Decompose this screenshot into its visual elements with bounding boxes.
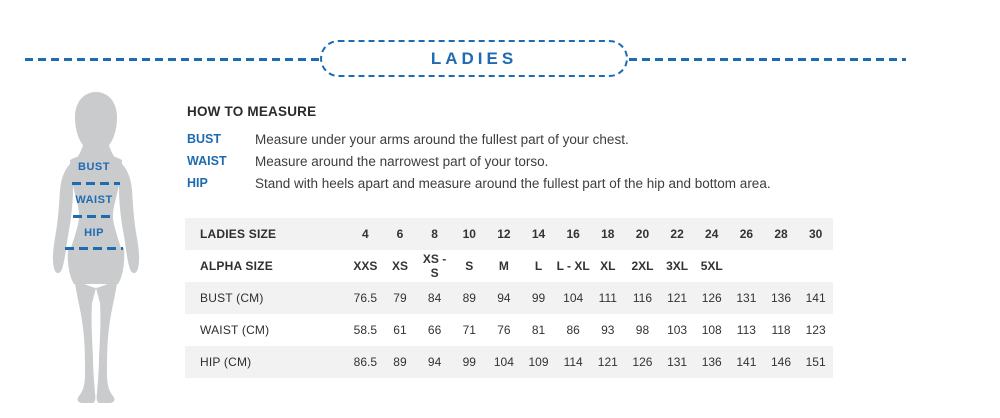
- measure-text-waist: Measure around the narrowest part of your torso.: [255, 153, 549, 169]
- table-row: [185, 346, 833, 378]
- table-cell: 22: [670, 227, 684, 241]
- table-cell: 89: [462, 291, 476, 305]
- table-cell: 104: [493, 355, 514, 369]
- figure-waist-line: [73, 215, 115, 218]
- table-row-label: LADIES SIZE: [200, 227, 277, 241]
- table-cell: 4: [361, 227, 369, 241]
- table-cell: XS: [391, 259, 408, 273]
- table-cell: 71: [462, 323, 476, 337]
- table-cell: 10: [462, 227, 476, 241]
- table-cell: 114: [563, 355, 583, 369]
- size-table: [185, 218, 833, 378]
- table-cell: XS - S: [422, 252, 447, 280]
- table-cell: 6: [396, 227, 404, 241]
- table-cell: 8: [431, 227, 438, 241]
- figure-bust-line: [72, 182, 120, 185]
- table-cell: 111: [598, 291, 617, 305]
- table-cell: 126: [701, 291, 722, 305]
- table-cell: 2XL: [631, 259, 654, 273]
- table-cell: 14: [531, 227, 546, 241]
- table-cell: 98: [635, 323, 650, 337]
- table-cell: 151: [805, 355, 826, 369]
- table-cell: 5XL: [700, 259, 723, 273]
- table-cell: 146: [770, 355, 792, 369]
- table-cell: 28: [774, 227, 788, 241]
- table-cell: 141: [805, 291, 826, 305]
- table-cell: 76: [497, 323, 511, 337]
- table-cell: 24: [705, 227, 719, 241]
- measure-text-bust: Measure under your arms around the fullest part of your chest.: [255, 131, 629, 147]
- table-cell: 61: [393, 323, 407, 337]
- section-title: LADIES: [430, 48, 518, 68]
- table-cell: 16: [566, 227, 580, 241]
- measure-instruction-row: [187, 150, 887, 172]
- table-cell: 30: [808, 227, 823, 241]
- figure-waist-label: WAIST: [75, 194, 113, 206]
- table-cell: 141: [736, 355, 757, 369]
- how-to-measure-title: HOW TO MEASURE: [187, 104, 317, 119]
- table-cell: 104: [563, 291, 584, 305]
- table-cell: 93: [601, 323, 615, 337]
- table-cell: 109: [528, 355, 549, 369]
- table-row-label: HIP (CM): [200, 355, 252, 369]
- table-row-label: ALPHA SIZE: [200, 259, 273, 273]
- table-cell: 26: [739, 227, 754, 241]
- table-cell: 66: [427, 323, 442, 337]
- table-cell: 131: [667, 355, 688, 369]
- table-row: [185, 250, 833, 282]
- measure-label-waist: WAIST: [187, 154, 227, 168]
- table-cell: S: [465, 259, 474, 273]
- body-measurement-figure: [30, 88, 190, 412]
- measure-instruction-row: [187, 128, 887, 150]
- figure-hip-label: HIP: [84, 227, 104, 239]
- table-cell: 99: [462, 355, 476, 369]
- how-to-measure-section: [187, 104, 887, 194]
- figure-bust-label: BUST: [78, 161, 110, 173]
- female-silhouette-icon: [30, 88, 190, 412]
- table-cell: 86: [566, 323, 580, 337]
- table-cell: 113: [736, 323, 756, 337]
- table-cell: 84: [427, 291, 442, 305]
- table-cell: 79: [393, 291, 407, 305]
- measure-instruction-row: [187, 172, 887, 194]
- table-cell: L: [534, 259, 543, 273]
- table-cell: 94: [427, 355, 442, 369]
- table-cell: 131: [736, 291, 757, 305]
- table-cell: 81: [531, 323, 546, 337]
- table-cell: 76.5: [353, 291, 377, 305]
- table-cell: 116: [632, 291, 653, 305]
- table-row: [185, 282, 833, 314]
- table-row: [185, 314, 833, 346]
- table-cell: 136: [701, 355, 722, 369]
- table-cell: 121: [667, 291, 688, 305]
- table-cell: XXS: [353, 259, 378, 273]
- table-cell: 86.5: [353, 355, 377, 369]
- table-cell: 3XL: [666, 259, 689, 273]
- table-cell: 126: [632, 355, 653, 369]
- divider-line-right: [629, 58, 906, 61]
- table-cell: 103: [667, 323, 688, 337]
- measure-label-bust: BUST: [187, 132, 222, 146]
- table-cell: 118: [771, 323, 791, 337]
- table-cell: L - XL: [556, 259, 590, 273]
- figure-hip-line: [65, 247, 123, 250]
- table-cell: 89: [393, 355, 407, 369]
- table-cell: M: [498, 259, 509, 273]
- table-cell: 94: [497, 291, 511, 305]
- table-cell: 123: [805, 323, 826, 337]
- ladies-header-pill: [320, 40, 628, 77]
- measure-label-hip: HIP: [187, 176, 208, 190]
- table-cell: 136: [770, 291, 792, 305]
- table-cell: 99: [531, 291, 546, 305]
- table-row-label: WAIST (CM): [200, 323, 270, 337]
- table-cell: XL: [600, 259, 616, 273]
- table-cell: 20: [635, 227, 650, 241]
- table-row-label: BUST (CM): [200, 291, 264, 305]
- table-cell: 121: [597, 355, 618, 369]
- table-cell: 12: [497, 227, 511, 241]
- table-cell: 108: [701, 323, 722, 337]
- table-cell: 18: [601, 227, 615, 241]
- measure-text-hip: Stand with heels apart and measure around the fullest part of the hip and bottom area.: [255, 175, 771, 191]
- table-row: [185, 218, 833, 250]
- table-cell: 58.5: [353, 323, 377, 337]
- divider-line-left: [25, 58, 320, 61]
